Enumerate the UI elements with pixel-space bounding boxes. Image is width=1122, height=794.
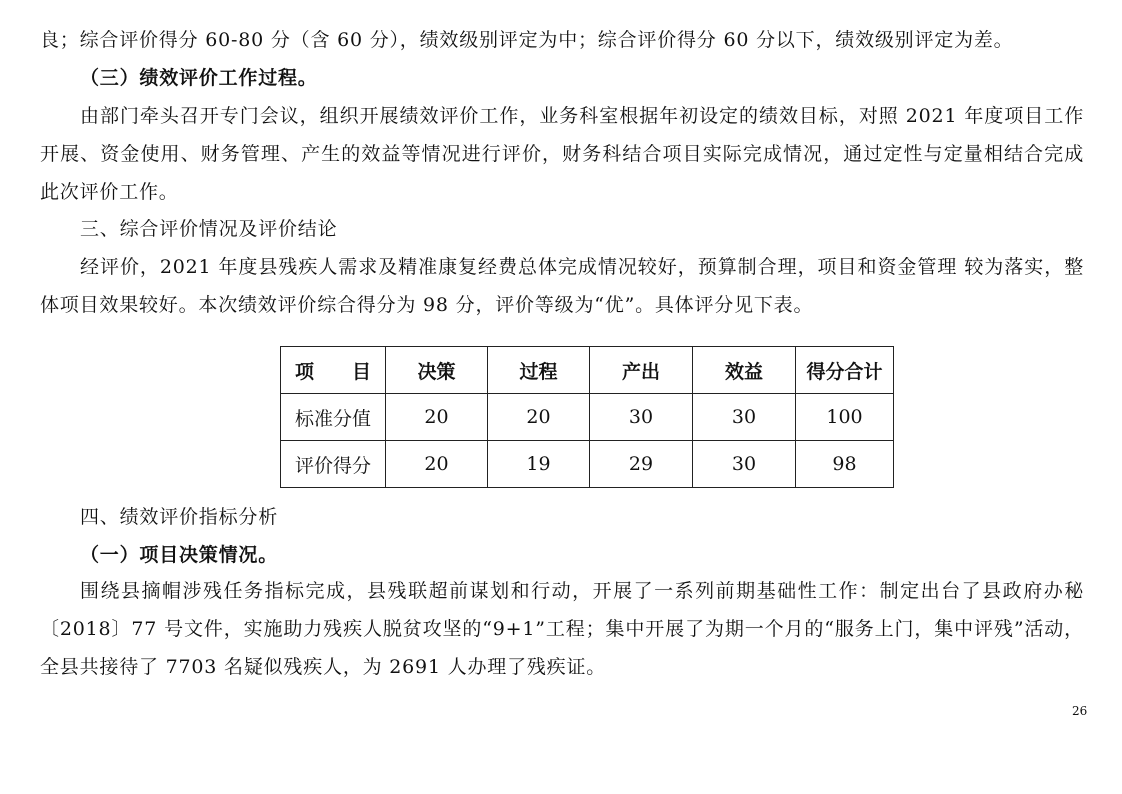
section-heading-indicator-analysis: 四、绩效评价指标分析 <box>80 506 279 528</box>
score-table-header-row <box>281 347 894 394</box>
page-number: 26 <box>1072 704 1088 718</box>
header-decision: 决策 <box>386 347 488 394</box>
table-cell: 29 <box>590 441 693 488</box>
header-item: 项 目 <box>281 347 386 394</box>
header-benefit: 效益 <box>693 347 796 394</box>
paragraph-conclusion: 经评价，2021 年度县残疾人需求及精准康复经费总体完成情况较好，预算制合理，项目和资金管理 较为落实，整体项目效果较好。本次绩效评价综合得分为 98 分，评价等级为“优”。具体评分见下表。 <box>40 256 1084 316</box>
subheading-evaluation-process: （三）绩效评价工作过程。 <box>80 67 318 89</box>
paragraph-project-decision: 围绕县摘帽涉残任务指标完成，县残联超前谋划和行动，开展了一系列前期基础性工作：制定出台了县政府办秘〔2018〕77 号文件，实施助力残疾人脱贫攻坚的“9+1”工程；集中开展了为期一个月的“服务上门，集中评残”活动，全县共接待了 7703 名疑似残疾人，为 2691 人办理了残疾证。 <box>40 580 1084 678</box>
header-process: 过程 <box>488 347 590 394</box>
section-heading-conclusion: 三、综合评价情况及评价结论 <box>80 218 338 240</box>
header-output: 产出 <box>590 347 693 394</box>
paragraph-grading-rules: 良；综合评价得分 60-80 分（含 60 分），绩效级别评定为中；综合评价得分 60 分以下，绩效级别评定为差。 <box>40 29 1014 51</box>
table-cell: 20 <box>386 394 488 441</box>
paragraph-evaluation-process: 由部门牵头召开专门会议，组织开展绩效评价工作，业务科室根据年初设定的绩效目标，对照 2021 年度项目工作开展、资金使用、财务管理、产生的效益等情况进行评价，财务科结合项目实际完成情况，通过定性与定量相结合完成此次评价工作。 <box>40 105 1084 203</box>
table-cell: 98 <box>796 441 894 488</box>
row-label-score: 评价得分 <box>281 441 386 488</box>
row-label-standard: 标准分值 <box>281 394 386 441</box>
table-row <box>281 441 894 488</box>
table-cell: 100 <box>796 394 894 441</box>
table-cell: 20 <box>386 441 488 488</box>
table-cell: 19 <box>488 441 590 488</box>
table-cell: 30 <box>590 394 693 441</box>
table-cell: 30 <box>693 394 796 441</box>
score-table <box>280 346 894 488</box>
table-cell: 30 <box>693 441 796 488</box>
table-row <box>281 394 894 441</box>
table-cell: 20 <box>488 394 590 441</box>
subheading-project-decision: （一）项目决策情况。 <box>80 544 279 566</box>
header-total: 得分合计 <box>796 347 894 394</box>
